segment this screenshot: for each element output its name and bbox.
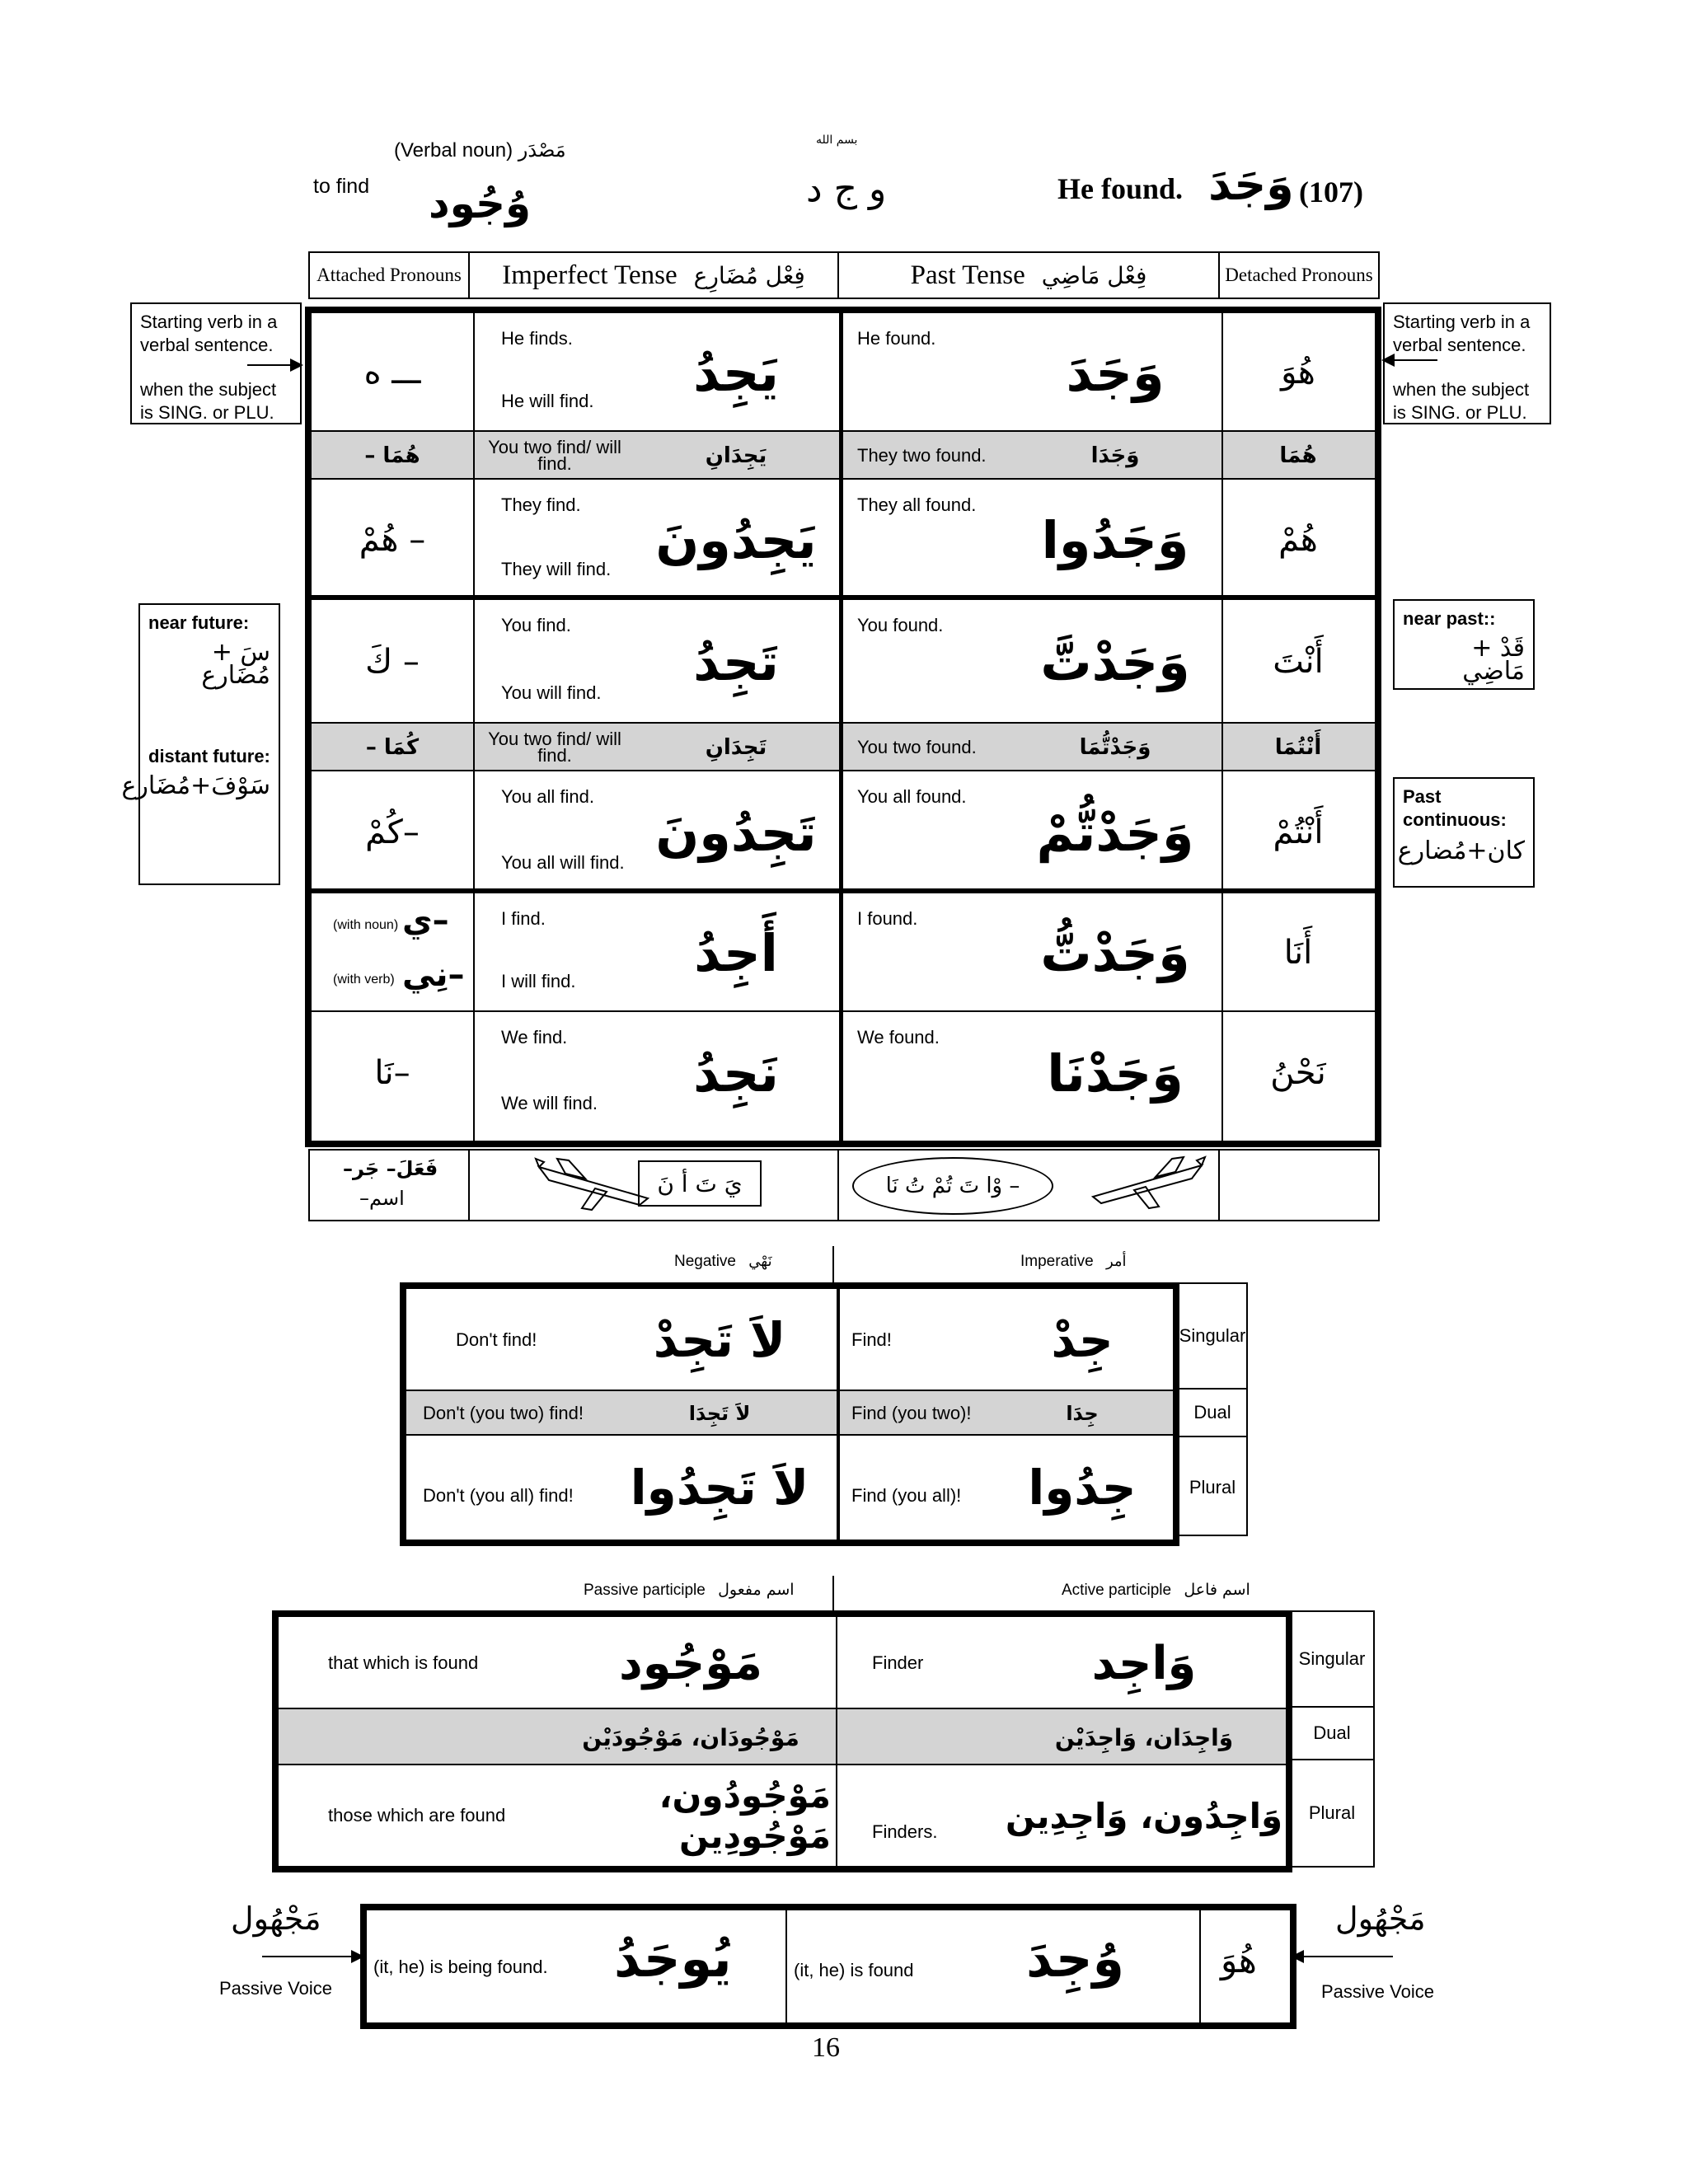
past-verb: وَجَدَا [1090,443,1140,468]
imperfect-verb: يَجِدُونَ [655,509,817,570]
passive-past-ar: وُجِدَ [1026,1929,1125,1989]
imperfect-meaning-future: I will find. [501,971,576,991]
past-meaning: You two found. [857,737,977,757]
arrow-left-top [247,364,292,366]
page-number: 16 [812,2032,840,2063]
side-note-left-top: Starting verb in a verbal sentence. when the subject is SING. or PLU. [130,302,302,424]
passive-meaning: that which is found [328,1652,479,1673]
imperfect-meaning-future: They will find. [501,559,612,579]
passive-participle: مَوْجُودُون، مَوْجُودِين [659,1775,831,1856]
imperative-label: Imperative أمر [1020,1253,1127,1270]
conjugation-row [312,600,1375,724]
negative-meaning: Don't (you all) find! [423,1485,574,1506]
imperfect-meaning: You two find/ will find. [488,729,621,766]
past-meaning: You all found. [857,786,967,807]
neg-imp-table [400,1282,1179,1546]
past-meaning: They two found. [857,445,987,466]
imperfect-verb: تَجِدُ [693,631,779,692]
attached-pronoun: – كَ [365,643,420,681]
active-participle: وَاجِد [1091,1636,1197,1690]
negative-verb: لاَ تَجِدُوا [630,1460,809,1516]
past-verb: وَجَدْنَا [1047,1043,1184,1104]
passive-imperfect-en: (it, he) is being found. [373,1957,548,1977]
imperative-meaning: Find (you all)! [851,1485,962,1506]
imperfect-verb: يَجِدُ [693,342,779,403]
detached-pronoun: هُمَا [1279,443,1317,468]
participle-row [279,1709,1286,1765]
col-divider-1 [473,313,475,1141]
passive-participle: مَوْجُودَان، مَوْجُودَيْن [582,1723,799,1751]
imperfect-meaning-future: He will find. [501,391,594,411]
conjugation-row [312,313,1375,432]
imperfect-meaning: You all find. [501,786,594,807]
negative-label: Negative نَهْي [674,1253,772,1270]
detached-pronoun: أَنْتُمَا [1274,735,1322,760]
number-label: Dual [1291,1708,1373,1760]
masdar-word: وُجُود [429,180,532,227]
passive-voice-table [360,1904,1296,2029]
detached-pronoun: هُوَ [1281,354,1315,391]
col-divider-3 [1221,313,1223,1141]
passive-pronoun: هُوَ [1221,1940,1257,1980]
airplane-icon-right [1085,1154,1208,1215]
negative-verb: لاَ تَجِدَا [688,1402,751,1425]
attached-note-2: (with verb) [333,972,395,987]
attached-pronoun: كُمَا – [365,735,420,760]
participle-number-column [1289,1610,1375,1868]
imperfect-meaning-future: We will find. [501,1093,598,1113]
past-meaning: You found. [857,615,944,635]
passive-imperfect-ar: يُوجَدُ [614,1929,732,1989]
participle-table [272,1610,1292,1872]
detached-pronoun: نَحْنُ [1270,1054,1326,1092]
number-label: Singular [1291,1612,1373,1708]
past-meaning: We found. [857,1027,940,1047]
attached-pronoun: –كُمْ [365,813,420,851]
past-meaning: I found. [857,908,918,929]
imperfect-prefix-letters: يَ تَ أ نَ [638,1160,762,1207]
attached-pronoun: هُمَا – [364,443,420,468]
passive-past-en: (it, he) is found [794,1960,914,1980]
neg-imp-number-column [1177,1282,1248,1536]
past-meaning: They all found. [857,494,977,515]
imperfect-meaning-future: You all will find. [501,852,625,873]
passive-participle: مَوْجُود [619,1636,762,1690]
passive-label-left-en: Passive Voice [219,1978,332,1999]
participle-row [279,1765,1286,1866]
number-label: Dual [1179,1390,1246,1437]
attached-pronoun: –ي [402,902,449,940]
active-participle: وَاجِدَان، وَاجِدَيْن [1054,1723,1234,1751]
imperfect-meaning: We find. [501,1027,568,1047]
detached-pronoun: أَنْتُمْ [1273,813,1324,851]
verb-title: وَجَدَ [1208,158,1294,210]
footer-left-ar: فَعَلَ– جَر– [343,1157,438,1180]
neg-imp-row [406,1391,1173,1436]
detached-pronoun: أَنَا [1283,934,1313,972]
side-note-near-past: near past:: قَدْ + مَاضِي [1393,599,1535,690]
imperfect-verb: تَجِدُونَ [655,802,817,863]
imperfect-meaning-future: You will find. [501,682,602,703]
attached-pronoun: ـــ ه [363,354,421,391]
conjugation-row [312,893,1375,1012]
attached-note: (with noun) [333,918,399,932]
neg-imp-row [406,1289,1173,1391]
footer-left-ar2: اسم– [359,1187,405,1210]
imperfect-verb: تَجِدَانِ [705,735,767,760]
attached-pronoun: – هُمْ [359,521,426,559]
arrow-head-right-top [1381,354,1395,367]
number-label: Plural [1189,1477,1236,1497]
active-participle-label: Active participle اسم فاعل [1062,1581,1250,1599]
imperative-verb: جِدَا [1066,1402,1099,1425]
past-meaning: He found. [857,328,936,349]
lesson-number: (107) [1299,176,1363,209]
active-meaning: Finders. [872,1821,938,1842]
imperfect-meaning: They find. [501,494,581,515]
side-note-past-continuous: Past continuous: كان+مُضارع [1393,777,1535,888]
imperative-verb: جِدُوا [1028,1460,1137,1516]
negative-meaning: Don't find! [456,1329,537,1350]
side-note-future: near future: سَ + مُضَارع distant future: سَوْفَ+مُضَارع [138,603,280,885]
past-verb: وَجَدْتُّمْ [1036,802,1194,863]
past-verb: وَجَدَ [1066,342,1165,403]
detached-pronoun: أَنْتَ [1273,643,1324,681]
imperative-verb: جِدْ [1051,1312,1114,1368]
past-verb: وَجَدْتُّمَا [1079,735,1151,760]
negative-meaning: Don't (you two) find! [423,1403,584,1423]
conjugation-row [312,724,1375,771]
imperfect-meaning: I find. [501,908,546,929]
conjugation-rows [312,313,1375,1141]
arrow-right-top [1393,359,1437,361]
conjugation-row [312,480,1375,600]
passive-label-left-ar: مَجْهُول [231,1900,321,1937]
attached-pronoun-2: –نِي [402,956,465,994]
root-letters: و ج د [806,168,887,210]
past-verb: وَجَدْتُّ [1040,922,1190,983]
participle-row [279,1617,1286,1709]
active-participle: وَاجِدُون، وَاجِدِين [1005,1795,1283,1836]
negative-verb: لاَ تَجِدْ [653,1312,786,1368]
conjugation-row [312,432,1375,480]
conjugation-row [312,1012,1375,1134]
past-header: Past Tense فِعْل مَاضِي [837,251,1220,299]
col-divider-2 [839,313,843,1141]
imperative-meaning: Find! [851,1329,892,1350]
attached-pronoun: –نَا [374,1054,410,1092]
imperfect-verb: أَجِدُ [694,922,778,983]
conjugation-table [305,307,1381,1147]
imperfect-verb: يَجِدَانِ [705,443,767,468]
number-label: Singular [1179,1284,1246,1390]
passive-meaning: those which are found [328,1805,506,1825]
detached-pronouns-header: Detached Pronouns [1218,251,1380,299]
neg-imp-row [406,1436,1173,1540]
imperfect-header: Imperfect Tense فِعْل مُضَارِع [468,251,839,299]
imperfect-verb: نَجِدُ [693,1043,779,1104]
past-verb: وَجَدْتَّ [1040,631,1190,692]
conjugation-row [312,771,1375,893]
imperative-meaning: Find (you two)! [851,1403,972,1423]
active-meaning: Finder [872,1652,924,1673]
imperfect-meaning: You find. [501,615,571,635]
side-note-right-top: Starting verb in a verbal sentence. when the subject is SING. or PLU. [1383,302,1551,424]
number-label: Plural [1308,1802,1356,1823]
passive-participle-label: Passive participle اسم مفعول [584,1581,795,1599]
arrow-head-left-top [290,359,303,372]
masdar-label: مَصْدَر (Verbal noun) [394,139,566,162]
past-verb: وَجَدُوا [1041,509,1189,570]
imperfect-meaning: He finds. [501,328,573,349]
passive-label-right-ar: مَجْهُول [1335,1900,1426,1937]
footer-row [308,1149,1380,1221]
passive-label-right-en: Passive Voice [1321,1981,1434,2002]
imperfect-meaning: You two find/ will find. [488,437,621,474]
masdar-meaning: to find [313,175,370,198]
verb-meaning: He found. [1057,172,1184,205]
attached-pronouns-header: Attached Pronouns [308,251,470,299]
detached-pronoun: هُمْ [1278,521,1318,559]
past-suffix-letters: – وْا تَ تُمْ تُ نَا [852,1157,1053,1215]
bismillah: بسم الله [816,134,858,147]
